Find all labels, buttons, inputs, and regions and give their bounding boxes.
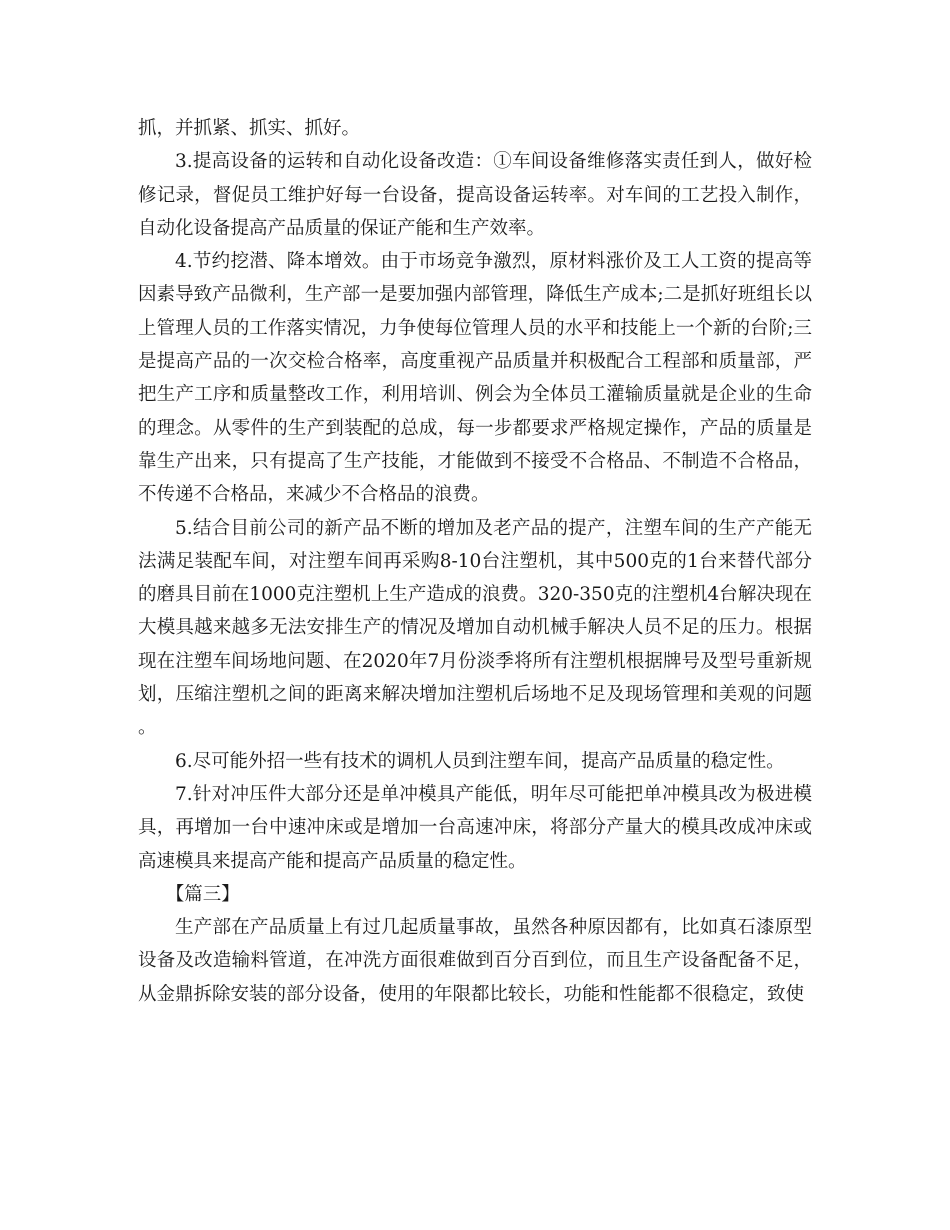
document-body bbox=[138, 112, 812, 1011]
paragraph-item-6: 6.尽可能外招一些有技术的调机人员到注塑车间，提高产品质量的稳定性。 bbox=[175, 750, 785, 772]
paragraph-item-5: 5.结合目前公司的新产品不断的增加及老产品的提产，注塑车间的生产产能无法满足装配车间，对注塑车间再采购8-10台注塑机，其中500克的1台来替代部分的磨具目前在1000克注塑机上生产造成的浪费。320-350克的注塑机4台解决现在大模具越来越多无法安排生产的情况及增加自动机械手解决人员不足的压力。根据现在注塑车间场地问题、在2020年7月份淡季将所有注塑机根据牌号及型号重新规划，压缩注塑机之间的距离来解决增加注塑机后场地不足及现场管理和美观的问题。 bbox=[138, 517, 812, 739]
section-heading: 【篇三】 bbox=[165, 883, 240, 905]
paragraph-item-7: 7.针对冲压件大部分还是单冲模具产能低，明年尽可能把单冲模具改为极进模具，再增加一台中速冲床或是增加一台高速冲床，将部分产量大的模具改成冲床或高速模具来提高产能和提高产品质量的稳定性。 bbox=[138, 783, 812, 872]
paragraph-section-body: 生产部在产品质量上有过几起质量事故，虽然各种原因都有，比如真石漆原型设备及改造输料管道，在冲洗方面很难做到百分百到位，而且生产设备配备不足，从金鼎拆除安装的部分设备，使用的年限都比较长，功能和性能都不很稳定，致使 bbox=[138, 917, 812, 1005]
paragraph-item-4: 4.节约挖潜、降本增效。由于市场竞争激烈，原材料涨价及工人工资的提高等因素导致产品微利，生产部一是要加强内部管理，降低生产成本;二是抓好班组长以上管理人员的工作落实情况，力争使每位管理人员的水平和技能上一个新的台阶;三是提高产品的一次交检合格率，高度重视产品质量并积极配合工程部和质量部，严把生产工序和质量整改工作，利用培训、例会为全体员工灌输质量就是企业的生命的理念。从零件的生产到装配的总成，每一步都要求严格规定操作，产品的质量是靠生产出来，只有提高了生产技能，才能做到不接受不合格品、不制造不合格品，不传递不合格品，来减少不合格品的浪费。 bbox=[138, 251, 812, 506]
paragraph-continuation: 抓，并抓紧、抓实、抓好。 bbox=[138, 118, 361, 139]
paragraph-item-3: 3.提高设备的运转和自动化设备改造：①车间设备维修落实责任到人，做好检修记录，督促员工维护好每一台设备，提高设备运转率。对车间的工艺投入制作，自动化设备提高产品质量的保证产能和生产效率。 bbox=[138, 151, 812, 239]
